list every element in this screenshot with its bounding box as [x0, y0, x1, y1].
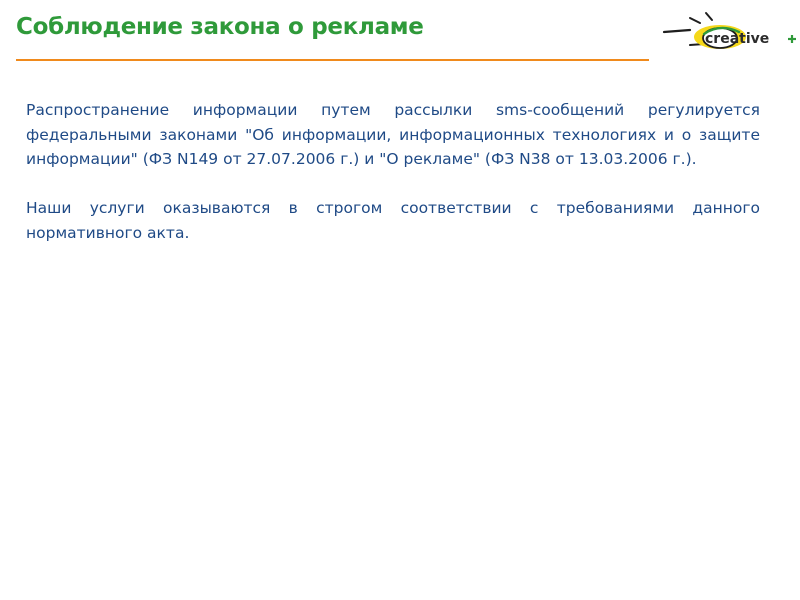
- paragraph-law-reference: Распространение информации путем рассылки sms-сообщений регулируется федеральными законами "Об информации, информационных технологиях и о защите информации" (ФЗ N149 от 27.07.2006 г.) и "О рекламе" (ФЗ N38 от 13.03.2006 г.).: [26, 101, 760, 168]
- logo-ray: [706, 13, 712, 20]
- creative-logo: [660, 10, 800, 60]
- main-content: [26, 98, 760, 245]
- logo-graphic: [660, 10, 800, 60]
- slide-title: Соблюдение закона о рекламе: [16, 14, 424, 40]
- logo-ray: [664, 30, 690, 32]
- logo-ray: [690, 18, 700, 23]
- title-divider: [16, 59, 649, 61]
- paragraph-compliance: Наши услуги оказываются в строгом соответствии с требованиями данного нормативного акта.: [26, 199, 760, 242]
- logo-wordmark: creative: [705, 31, 770, 47]
